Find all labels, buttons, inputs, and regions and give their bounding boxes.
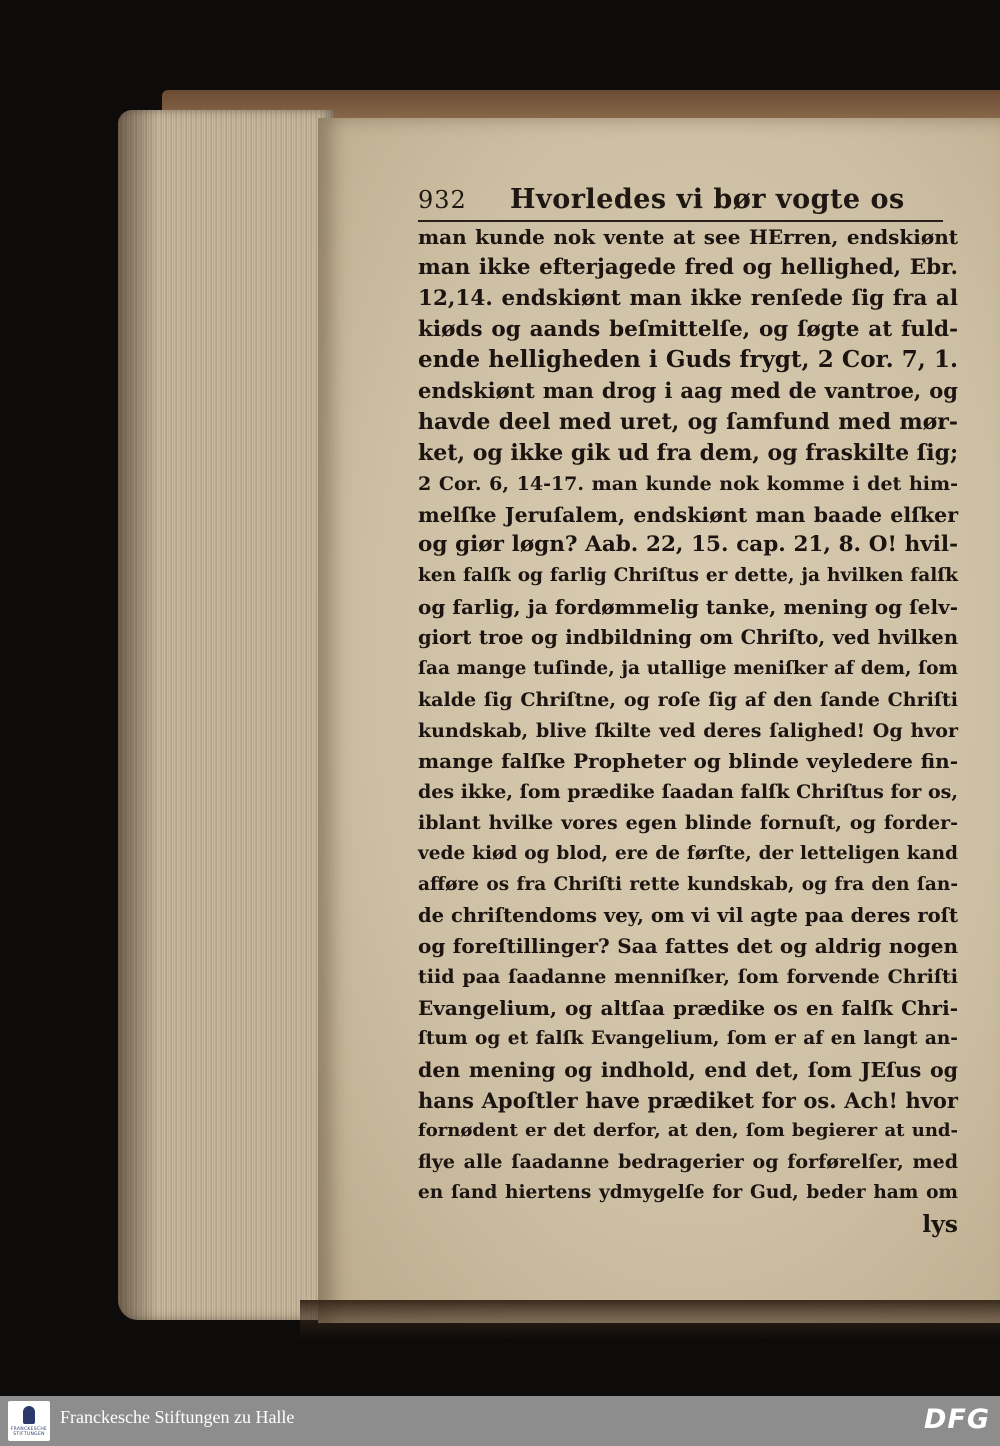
text-line: ken falſk og farlig Chriſtus er dette, ja hvilken falſk <box>418 565 958 587</box>
text-line: og giør løgn? Aab. 22, 15. cap. 21, 8. O! hvil- <box>418 532 958 558</box>
institution-name[interactable]: Franckesche Stiftungen zu Halle <box>60 1407 295 1427</box>
logo-caption: FRANCKESCHE STIFTUNGEN <box>10 1427 48 1437</box>
text-line: 12,14. endskiønt man ikke renſede ſig fra al <box>418 285 958 311</box>
text-line: ſtum og et falſk Evangelium, ſom er af en langt an- <box>418 1027 958 1049</box>
text-line: ſaa mange tuſinde, ja utallige meniſker af dem, ſom <box>418 657 958 679</box>
text-line: kiøds og aands beſmittelſe, og ſøgte at fuld- <box>418 316 958 342</box>
text-line: en ſand hiertens ydmygelſe for Gud, beder ham om <box>418 1182 958 1204</box>
text-line: man ikke efterjagede fred og hellighed, Ebr. <box>418 254 958 280</box>
catchword: lys <box>922 1210 958 1238</box>
text-line: 2 Cor. 6, 14-17. man kunde nok komme i det him- <box>418 472 958 495</box>
footer-bar <box>0 1396 1000 1446</box>
dfg-logo[interactable]: DFG <box>923 1404 990 1435</box>
text-line: Evangelium, og altſaa prædike os en falſk Chri- <box>418 996 958 1021</box>
text-line: og farlig, ja fordømmelig tanke, mening og ſelv- <box>418 595 958 620</box>
page-shadow <box>300 1300 1000 1340</box>
statue-icon <box>23 1406 35 1424</box>
text-line: og foreſtillinger? Saa fattes det og aldrig nogen <box>418 934 958 959</box>
text-line: hans Apoſtler have prædiket for os. Ach! hvor <box>418 1087 958 1113</box>
text-line: ket, og ikke gik ud fra dem, og fraskilte ſig; <box>418 439 959 466</box>
text-line: afføre os fra Chriſti rette kundskab, og fra den ſan- <box>418 873 958 895</box>
institution-logo[interactable] <box>8 1401 50 1441</box>
text-line: kundskab, blive ſkilte ved deres ſalighed! Og hvor <box>418 719 958 742</box>
text-line: kalde ſig Chriſtne, og roſe ſig af den ſande Chriſti <box>418 688 958 711</box>
text-line: des ikke, ſom prædike ſaadan falſk Chriſtus for os, <box>418 781 958 804</box>
page-header <box>418 186 943 222</box>
running-head: Hvorledes vi bør vogte os <box>510 184 905 215</box>
text-line: endskiønt man drog i aag med de vantroe, og <box>418 378 958 404</box>
text-line: den mening og indhold, end det, ſom JEſus og <box>418 1057 958 1082</box>
text-line: vede kiød og blod, ere de førſte, der letteligen kand <box>418 842 958 864</box>
text-line: ende helligheden i Guds frygt, 2 Cor. 7, 1. <box>418 346 958 374</box>
page-edges <box>118 110 333 1320</box>
text-line: man kunde nok vente at see HErren, endskiønt <box>418 225 958 249</box>
text-line: fornødent er det derfor, at den, ſom begierer at und- <box>418 1120 958 1142</box>
text-line: mange falſke Propheter og blinde veyledere fin- <box>418 749 958 774</box>
text-line: iblant hvilke vores egen blinde fornuſt, og forder- <box>418 812 958 835</box>
body-text <box>418 222 958 1240</box>
text-line: flye alle ſaadanne bedragerier og forførelſer, med <box>418 1151 958 1174</box>
text-line: melſke Jeruſalem, endskiønt man baade elſker <box>418 502 958 527</box>
text-line: havde deel med uret, og ſamfund med mør- <box>418 409 958 436</box>
text-line: tiid paa ſaadanne menniſker, ſom forvende Chriſti <box>418 966 958 989</box>
text-line: giort troe og indbildning om Chriſto, ved hvilken <box>418 625 958 649</box>
page-number: 932 <box>418 186 467 214</box>
text-line: de chriſtendoms vey, om vi vil agte paa deres roſt <box>418 903 958 927</box>
